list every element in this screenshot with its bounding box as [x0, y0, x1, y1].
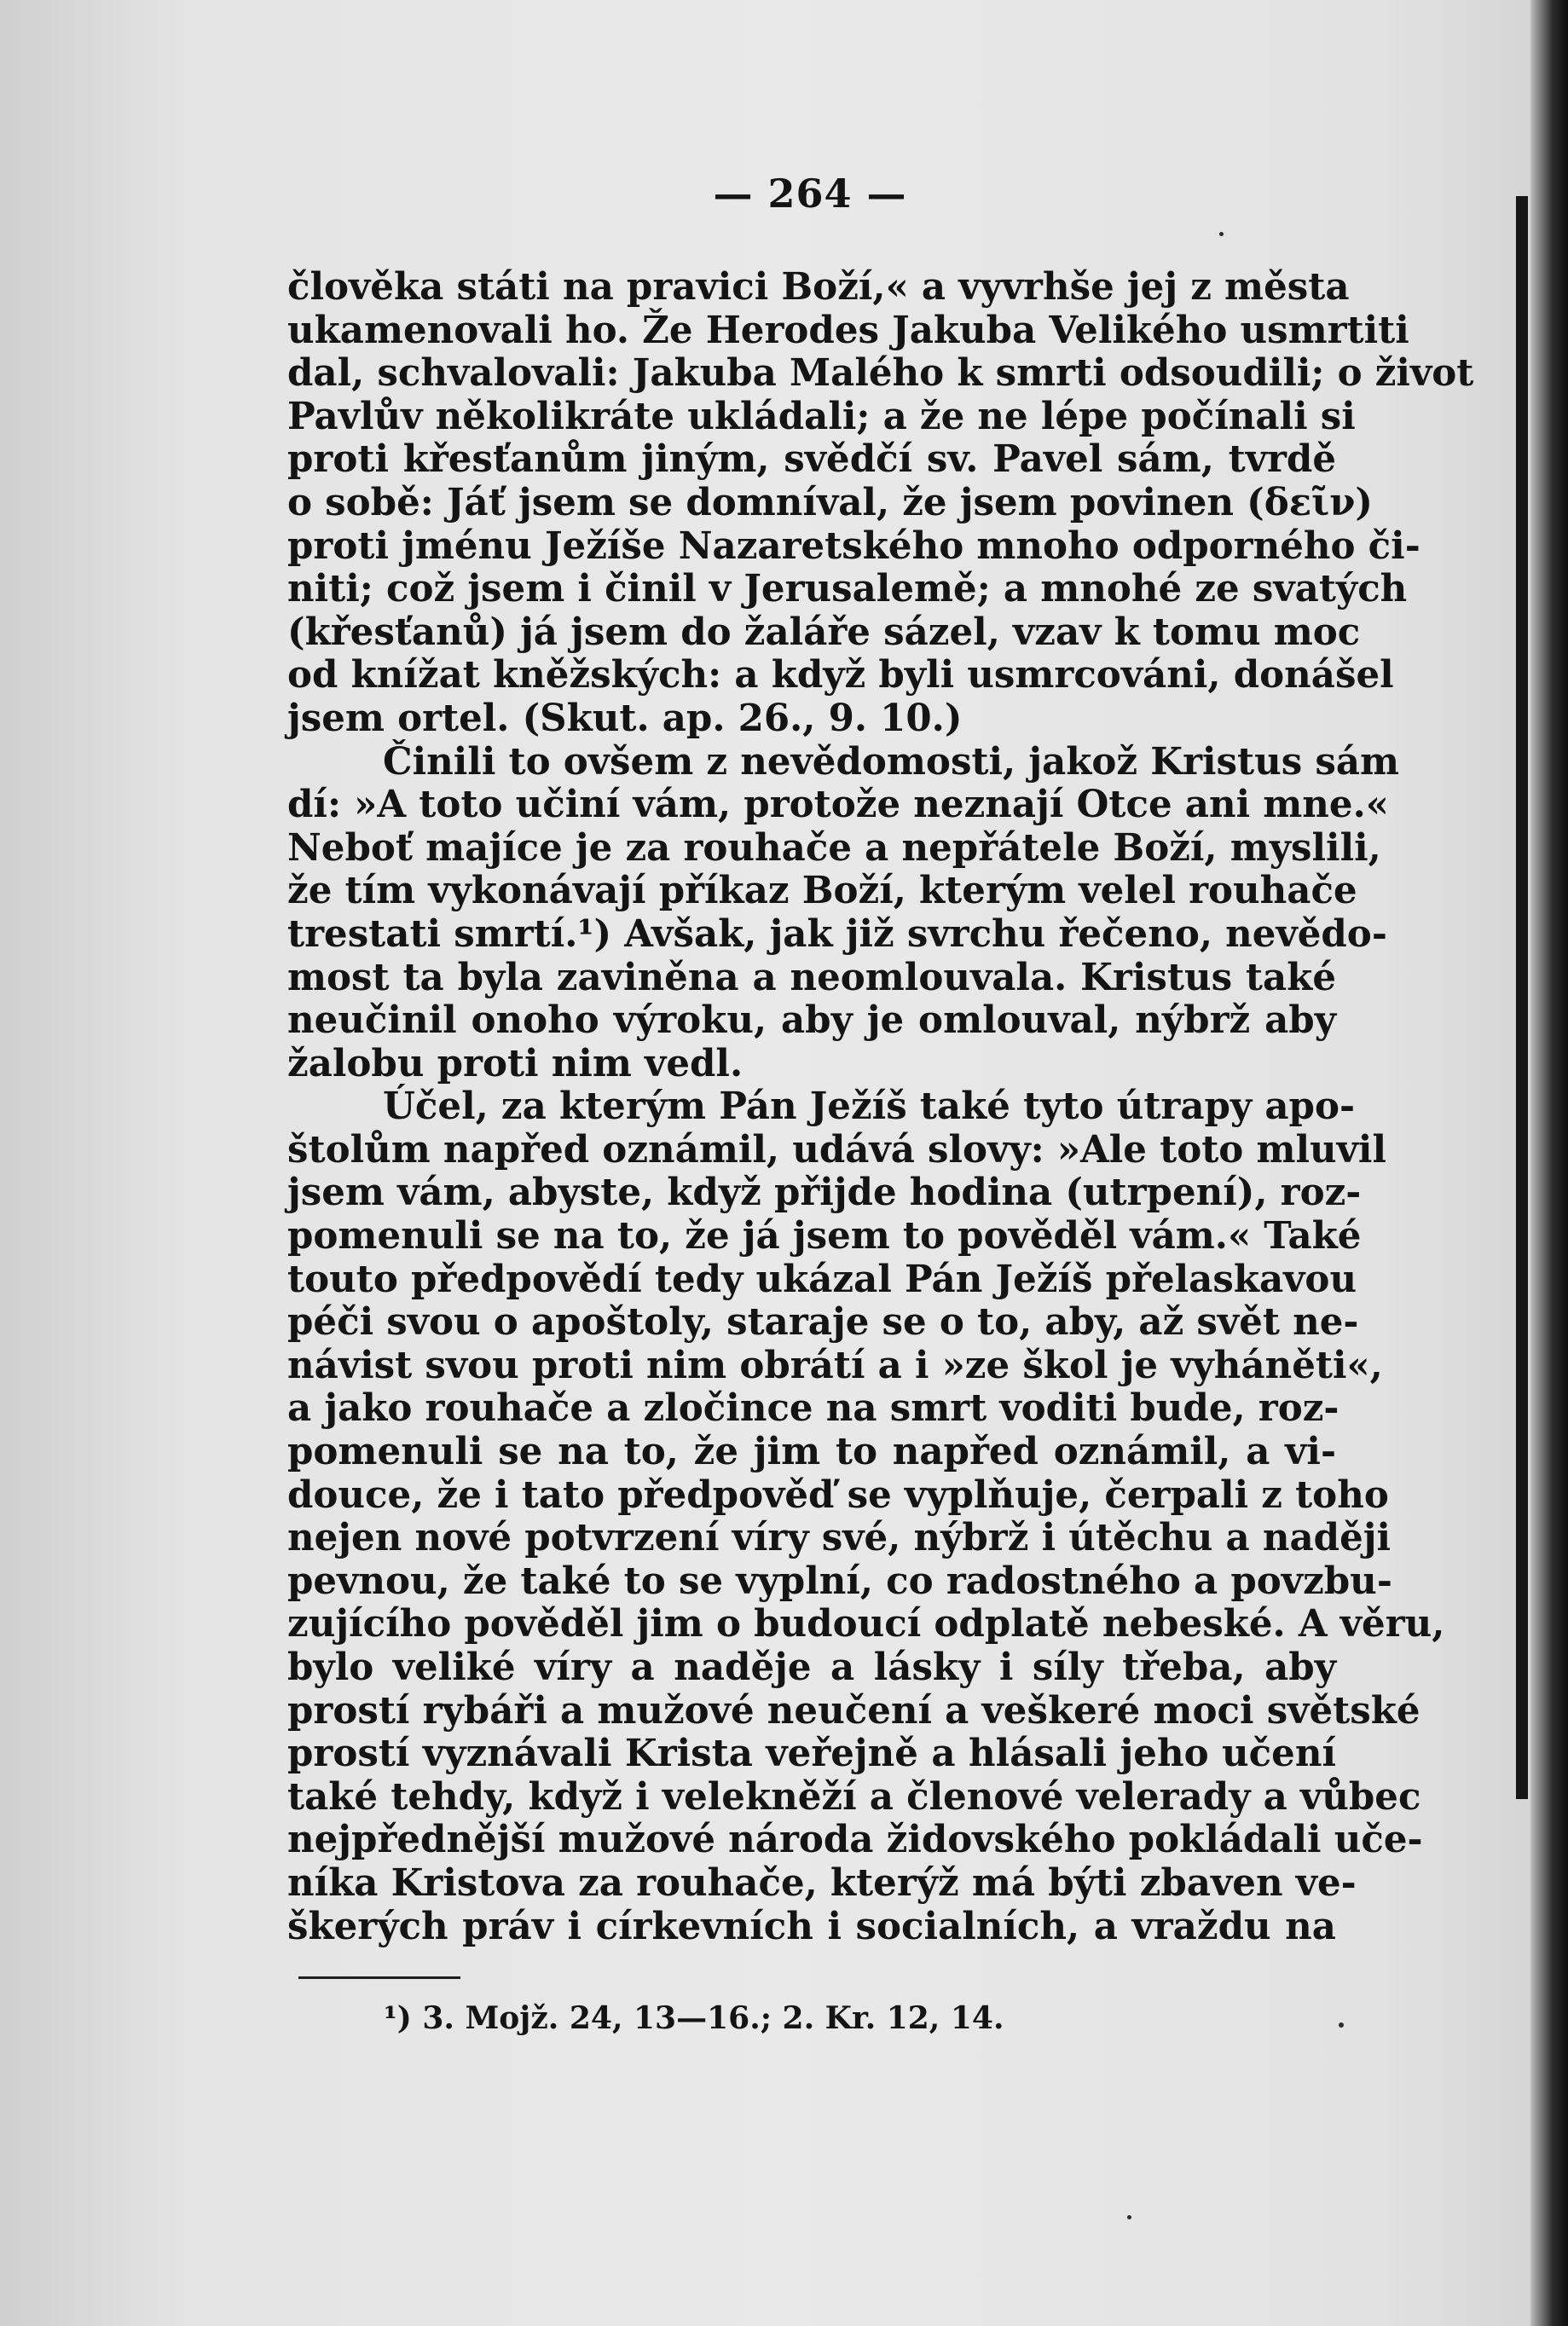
text-line: prostí vyznávali Krista veřejně a hlásali jeho učení — [287, 1732, 1336, 1776]
text-line: že tím vykonávají příkaz Boží, kterým velel rouhače — [287, 869, 1357, 913]
page-edge-bar — [1516, 196, 1528, 1799]
text-line: o sobě: Jáť jsem se domníval, že jsem povinen (δεῖν) — [287, 480, 1373, 524]
text-line: jsem vám, abyste, když přijde hodina (utrpení), roz- — [287, 1171, 1362, 1215]
print-speck — [1219, 232, 1224, 236]
footnote-rule — [298, 1976, 460, 1979]
text-line: škerých práv i církevních i socialních, a vraždu na — [287, 1904, 1336, 1948]
text-line: Neboť majíce je za rouhače a nepřátele Boží, myslili, — [287, 825, 1381, 870]
text-line: Pavlův několikráte ukládali; a že ne lépe počínali si — [287, 394, 1356, 438]
text-line: dí: »A toto učiní vám, protože neznají Otce ani mne.« — [287, 783, 1389, 827]
text-line: Účel, za kterým Pán Ježíš také tyto útrapy apo- — [383, 1085, 1356, 1129]
text-line: Činili to ovšem z nevědomosti, jakož Kristus sám — [383, 739, 1400, 784]
print-speck — [1339, 2022, 1344, 2028]
text-line: pomenuli se na to, že já jsem to pověděl vám.« Také — [287, 1214, 1362, 1258]
text-line: dal, schvalovali: Jakuba Malého k smrti odsoudili; o život — [287, 351, 1474, 396]
text-line: proti jménu Ježíše Nazaretského mnoho odporného či- — [287, 524, 1420, 568]
text-line: jsem ortel. (Skut. ap. 26., 9. 10.) — [287, 696, 963, 740]
text-line: proti křesťanům jiným, svědčí sv. Pavel sám, tvrdě — [287, 437, 1336, 482]
print-speck — [1127, 2215, 1131, 2219]
text-line: od knížat kněžských: a když byli usmrcováni, donášel — [287, 653, 1394, 697]
footnote: ¹) 3. Mojž. 24, 13—16.; 2. Kr. 12, 14. — [384, 2000, 1004, 2036]
text-line: zujícího pověděl jim o budoucí odplatě nebeské. A věru, — [287, 1602, 1445, 1646]
text-line: (křesťanů) já jsem do žaláře sázel, vzav k tomu moc — [287, 610, 1361, 654]
text-line: člověka státi na pravici Boží,« a vyvrhše jej z města — [287, 265, 1350, 309]
text-line: most ta byla zaviněna a neomlouvala. Kristus také — [287, 955, 1336, 999]
page-number: — 264 — — [713, 171, 907, 217]
text-line: pomenuli se na to, že jim to napřed oznámil, a vi- — [287, 1430, 1336, 1474]
body-text — [287, 265, 1474, 1948]
text-line: štolům napřed oznámil, udává slovy: »Ale toto mluvil — [287, 1127, 1386, 1172]
text-line: a jako rouhače a zločince na smrt voditi bude, roz- — [287, 1386, 1339, 1431]
text-line: žalobu proti nim vedl. — [287, 1041, 743, 1085]
text-line: nejen nové potvrzení víry své, nýbrž i útěchu a naději — [287, 1516, 1392, 1560]
text-line: trestati smrtí.¹) Avšak, jak již svrchu řečeno, nevědo- — [287, 911, 1387, 956]
text-line: pevnou, že také to se vyplní, co radostného a povzbu- — [287, 1559, 1392, 1603]
text-line: návist svou proti nim obrátí a i »ze škol je vyháněti«, — [287, 1343, 1383, 1387]
text-line: touto předpovědí tedy ukázal Pán Ježíš přelaskavou — [287, 1257, 1357, 1301]
text-line: douce, že i tato předpověď se vyplňuje, čerpali z toho — [287, 1473, 1389, 1517]
text-line: také tehdy, když i velekněží a členové velerady a vůbec — [287, 1774, 1421, 1819]
text-line: prostí rybáři a mužové neučení a veškeré moci světské — [287, 1688, 1420, 1733]
text-line: ukamenovali ho. Že Herodes Jakuba Velikého usmrtiti — [287, 308, 1409, 352]
text-line: neučinil onoho výroku, aby je omlouval, nýbrž aby — [287, 998, 1336, 1043]
page-gutter-shadow — [1530, 0, 1568, 2326]
text-line: nejpřednější mužové národa židovského pokládali uče- — [287, 1818, 1423, 1862]
text-line: bylo veliké víry a naděje a lásky i síly třeba, aby — [287, 1646, 1336, 1689]
text-line: niti; což jsem i činil v Jerusalemě; a mnohé ze svatých — [287, 567, 1408, 611]
text-line: níka Kristova za rouhače, kterýž má býti zbaven ve- — [287, 1860, 1357, 1905]
text-line: péči svou o apoštoly, staraje se o to, aby, až svět ne- — [287, 1300, 1359, 1345]
